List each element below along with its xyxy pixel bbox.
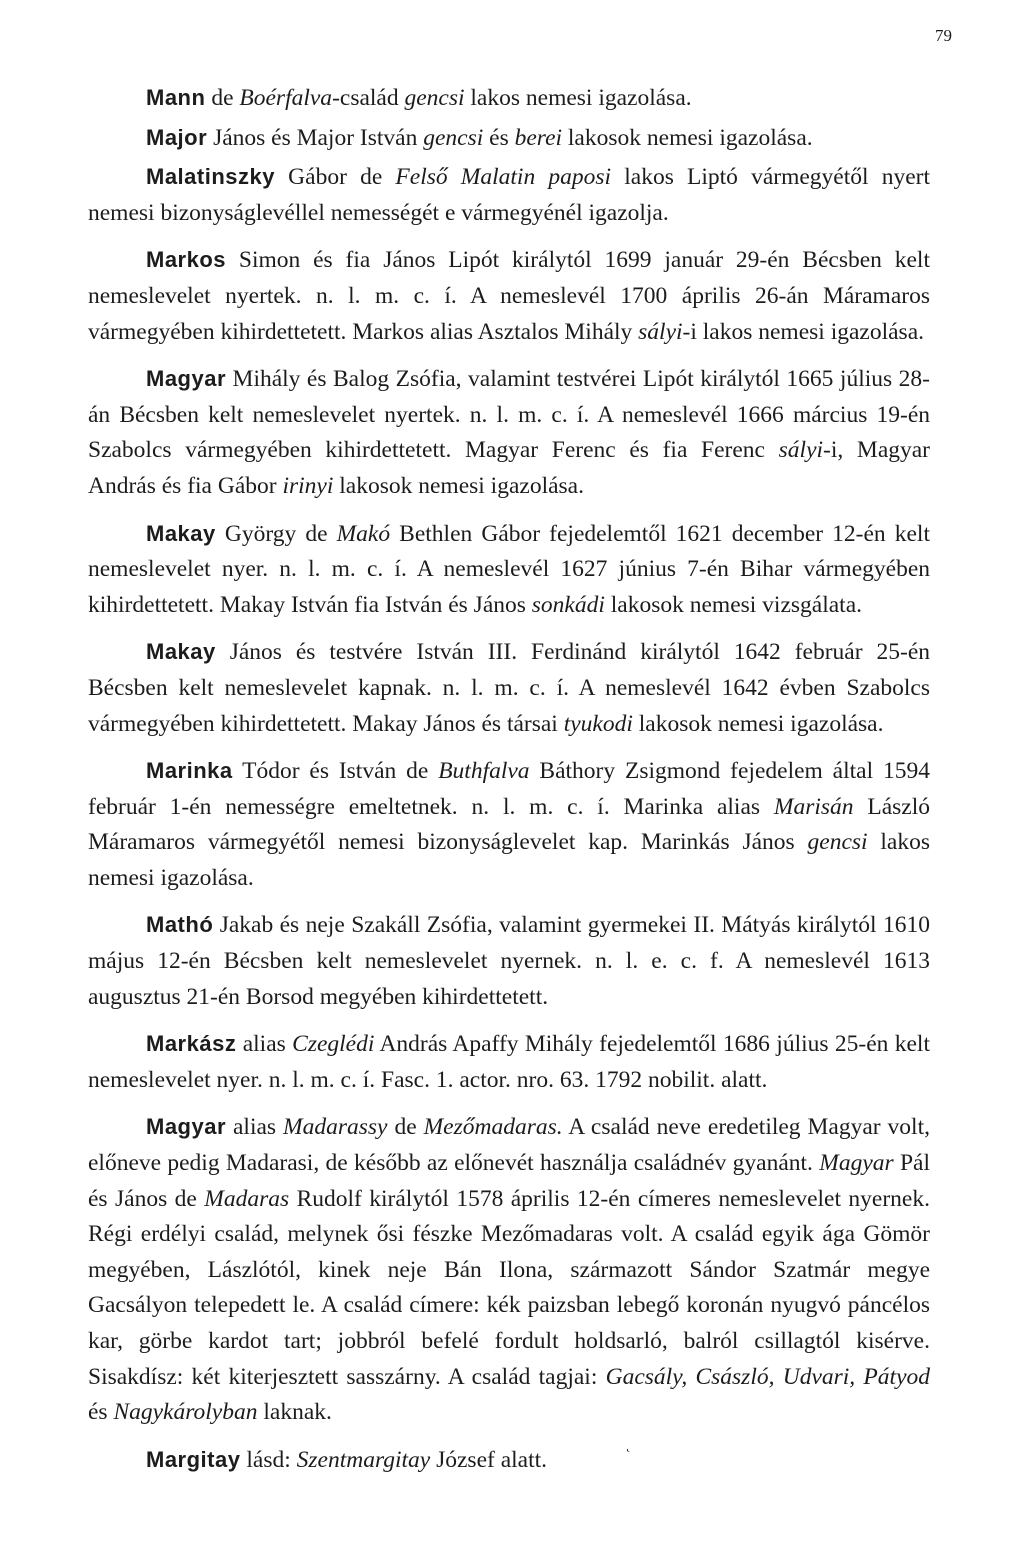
- italic-place-name: Felső Malatin paposi: [395, 164, 612, 191]
- entry-paragraph: [88, 907, 930, 1015]
- entry-text: Bethlen Gábor fejedelemtől 1621 december 12-én kelt nemeslevelet nyer. n. l. m. c. í. A nemeslevél 1627 június 7-én Bihar vármegyében kihirdettetett. Makay István fia István és János: [88, 520, 930, 618]
- entry-text: -család: [332, 85, 405, 111]
- italic-place-name: Madarassy: [283, 1114, 388, 1141]
- entry-headword: Malatinszky: [146, 164, 275, 190]
- entry-text: alias: [236, 1031, 293, 1058]
- italic-place-name: Makó: [336, 520, 391, 547]
- entry-paragraph: [88, 1026, 930, 1098]
- entry-headword: Markász: [146, 1031, 237, 1057]
- entry-text: Jakab és neje Szakáll Zsófia, valamint gyermekei II. Mátyás királytól 1610 május 12-én Bécsben kelt nemeslevelet nyernek. n. l. e. c. f. A nemeslevél 1613 augusztus 21-én Borsod megyében kihirdettetett.: [88, 912, 930, 1010]
- entry-text: Mihály és Balog Zsófia, valamint testvérei Lipót királytól 1665 július 28-án Bécsben kelt nemeslevelet nyertek. n. l. m. c. í. A nemeslevél 1666 március 19-én Szabolcs vármegyében kihirdettetett. Magyar Ferenc és fia Ferenc: [88, 366, 930, 464]
- entry-text: lásd:: [240, 1446, 297, 1473]
- italic-place-name: berei: [514, 124, 563, 151]
- entry-paragraph: [88, 753, 930, 896]
- italic-place-name: Gacsály, Császló, Udvari, Pátyod: [605, 1363, 930, 1390]
- entry-headword: Magyar: [146, 366, 227, 392]
- entry-text: -i lakos nemesi igazolása.: [682, 318, 924, 345]
- entry-text: János és Major István: [207, 124, 424, 151]
- entry-text: és: [483, 124, 515, 151]
- entry-paragraph: [88, 1442, 930, 1479]
- entry-text: Báthory Zsigmond fejedelem által 1594 február 1-én nemességre emeltetnek. n. l. m. c. í. Marinka alias: [88, 758, 930, 820]
- italic-place-name: gencsi: [423, 124, 484, 151]
- entry-text: lakosok nemesi igazolása.: [562, 124, 813, 151]
- italic-place-name: irinyi: [282, 472, 334, 499]
- italic-place-name: tyukodi: [563, 710, 633, 737]
- entry-text: laknak.: [257, 1399, 332, 1426]
- italic-place-name: gencsi: [807, 829, 868, 856]
- italic-place-name: sályi: [638, 318, 683, 345]
- entry-text: A család neve eredetileg Magyar volt, előneve pedig Madarasi, de később az előnevét használja családnév gyanánt.: [88, 1114, 930, 1177]
- italic-place-name: Nagykárolyban: [113, 1399, 258, 1426]
- italic-place-name: sonkádi: [531, 591, 605, 618]
- entry-text: lakos nemesi igazolása.: [88, 829, 930, 891]
- italic-place-name: Czeglédi: [292, 1031, 375, 1058]
- entry-headword: Mathó: [146, 912, 214, 938]
- italic-place-name: Magyar: [819, 1150, 894, 1177]
- entry-paragraph: [88, 80, 930, 117]
- page-body: [88, 80, 930, 1489]
- italic-place-name: Marisán: [773, 793, 854, 820]
- entry-paragraph: [88, 1109, 930, 1430]
- entry-headword: Markos: [146, 247, 227, 273]
- entry-text: de: [387, 1114, 424, 1141]
- entry-text: lakos nemesi igazolása.: [464, 85, 692, 111]
- entry-text: Pál és János de: [88, 1150, 930, 1212]
- entry-headword: Magyar: [146, 1114, 227, 1140]
- entry-paragraph: [88, 634, 930, 742]
- entry-headword: Makay: [146, 639, 216, 665]
- entry-paragraph: [88, 361, 930, 504]
- entry-text: János és testvére István III. Ferdinánd királytól 1642 február 25-én Bécsben kelt nemeslevelet kapnak. n. l. m. c. í. A nemeslevél 1642 évben Szabolcs vármegyében kihirdettetett. Makay János és társai: [88, 639, 930, 737]
- entry-headword: Major: [146, 124, 208, 150]
- entry-text: György de: [215, 520, 337, 547]
- entry-text: lakosok nemesi igazolása.: [632, 710, 884, 737]
- italic-place-name: gencsi: [404, 85, 465, 111]
- entry-text: -i, Magyar András és fia Gábor: [88, 437, 931, 499]
- entry-text: lakosok nemesi vizsgálata.: [604, 591, 863, 618]
- entry-text: de: [205, 85, 240, 111]
- entry-paragraph: [88, 516, 930, 624]
- entry-text: András Apaffy Mihály fejedelemtől 1686 július 25-én kelt nemeslevelet nyer. n. l. m. c. í. Fasc. 1. actor. nro. 63. 1792 nobilit. alatt.: [88, 1031, 930, 1093]
- entry-text: lakosok nemesi igazolása.: [333, 472, 584, 499]
- italic-place-name: Madaras: [204, 1185, 290, 1212]
- entry-text: Tódor és István de: [232, 758, 439, 785]
- italic-place-name: Buthfalva: [438, 758, 530, 785]
- entry-paragraph: [88, 120, 930, 157]
- entry-headword: Marinka: [146, 758, 233, 784]
- entry-headword: Makay: [146, 520, 216, 546]
- italic-place-name: Mezőmadaras.: [423, 1114, 563, 1141]
- italic-place-name: Szentmargitay: [296, 1446, 431, 1473]
- entry-text: alias: [226, 1114, 284, 1141]
- entry-text: László Máramaros vármegyétől nemesi bizonyságlevelet kap. Marinkás János: [88, 793, 931, 856]
- entry-paragraph: [88, 159, 930, 231]
- entry-text: József alatt.: [430, 1446, 548, 1473]
- entry-text: lakos Liptó vármegyétől nyert nemesi bizonyságlevéllel nemességét e vármegyénél igazolja.: [88, 164, 930, 226]
- entry-headword: Margitay: [146, 1446, 241, 1472]
- page-number: 79: [935, 26, 952, 45]
- entry-text: Simon és fia János Lipót királytól 1699 január 29-én Bécsben kelt nemeslevelet nyertek. n. l. m. c. í. A nemeslevél 1700 április 26-án Máramaros vármegyében kihirdettetett. Markos alias Asztalos Mihály: [88, 247, 930, 345]
- italic-place-name: Boérfalva: [239, 85, 333, 111]
- entry-text: és: [88, 1399, 114, 1426]
- entry-text: Gábor de: [275, 164, 396, 191]
- entry-text: Rudolf királytól 1578 április 12-én címeres nemeslevelet nyernek. Régi erdélyi család, melynek ősi fészke Mezőmadaras volt. A család egyik ága Gömör megyében, Lászlótól, kinek neje Bán Ilona, származott Sándor Szatmár megye Gacsályon telepedett le. A család címere: kék paizsban lebegő koronán nyugvó páncélos kar, görbe kardot tart; jobbról befelé fordult holdsarló, balról csillagtól kisérve. Sisakdísz: két kiterjesztett sasszárny. A család tagjai:: [88, 1185, 930, 1390]
- stray-mark: ˛: [626, 1438, 631, 1453]
- entry-headword: Mann: [146, 85, 206, 110]
- italic-place-name: sályi: [778, 437, 824, 464]
- entry-paragraph: [88, 242, 930, 350]
